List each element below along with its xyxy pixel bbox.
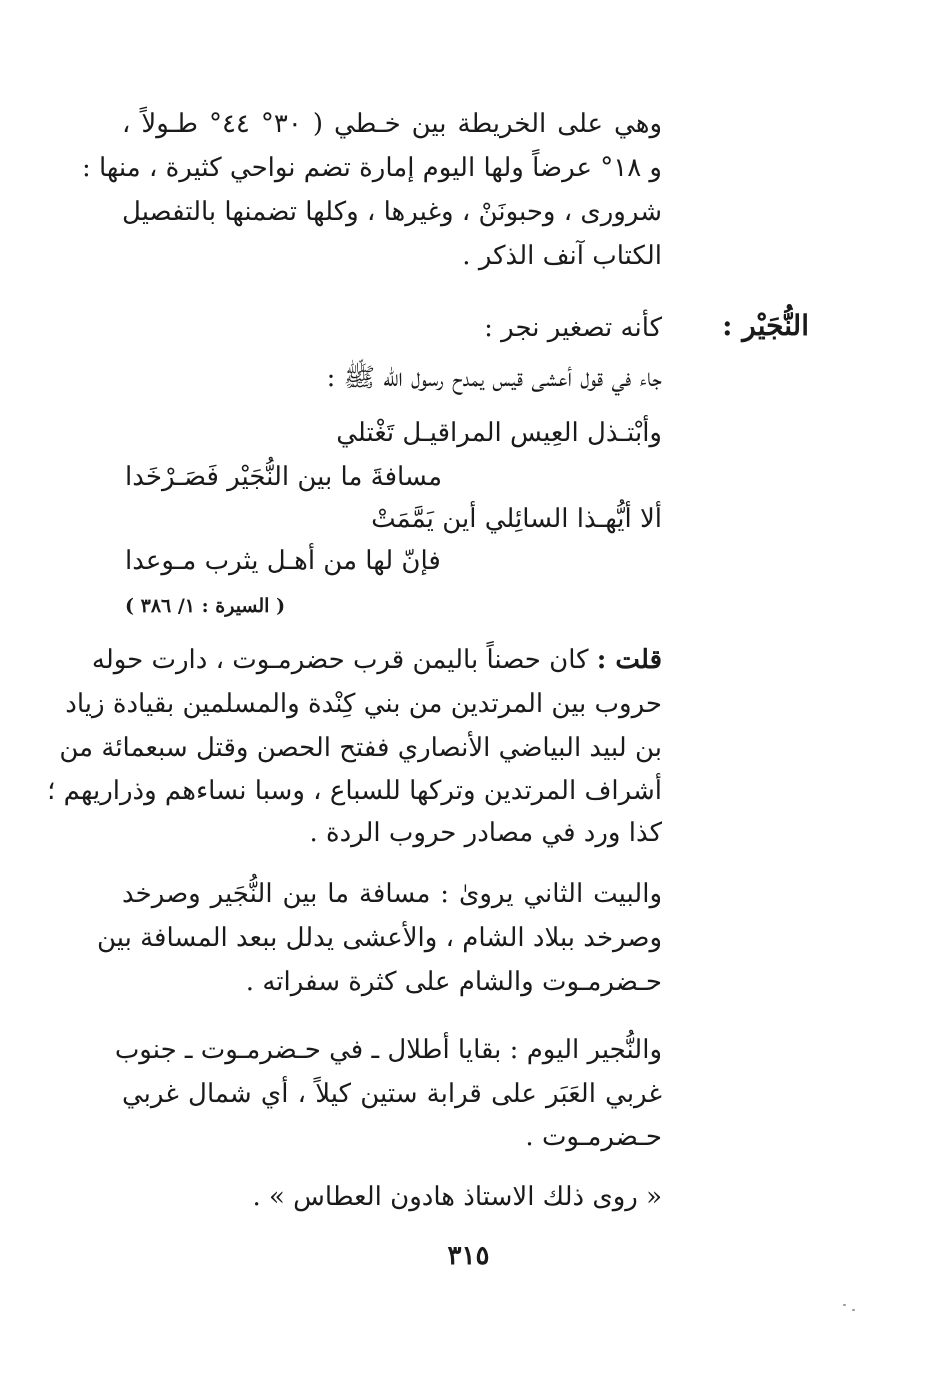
entry-headword: النُّجَيْر :: [722, 309, 809, 342]
note-line-3: بن لبيد البياضي الأنصاري ففتح الحصن وقتل سبعمائة من: [59, 733, 662, 763]
verse-line-4: فإنّ لها من أهـل يثرب مـوعدا: [125, 546, 441, 576]
para-today-line-1: والنُّجير اليوم : بقايا أطلال ـ في حـضرمـوت ـ جنوب: [114, 1035, 662, 1065]
verse-line-3: ألا أيُّهـذا السائِلي أين يَمَّمَتْ: [371, 504, 662, 534]
intro-line-3: شروری ، وحبونَنْ ، وغيرها ، وكلها تضمنها بالتفصيل: [122, 197, 662, 227]
intro-line-1: وهي على الخريطة بين خـطي ( ٣٠° ٤٤° طـولاً ،: [122, 109, 662, 139]
note-line-1-text: كان حصناً باليمن قرب حضرمـوت ، دارت حوله: [91, 645, 589, 675]
note-line-4: أشراف المرتدين وتركها للسباع ، وسبا نساءهم وذراريهم ؛: [47, 776, 662, 806]
verse-line-2: مسافةَ ما بين النُّجَيْر فَصَـرْخَدا: [125, 462, 443, 492]
citation: ( السيرة : ١/ ٣٨٦ ): [125, 595, 286, 617]
verse-line-1: وأبْتـذل العِيس المراقيـل تَغْتلي: [336, 418, 662, 448]
scan-speck: [852, 1309, 855, 1311]
para-verse-line-2: وصرخد ببلاد الشام ، والأعشى يدلل ببعد المسافة بين: [96, 923, 662, 953]
scan-speck: [843, 1304, 846, 1306]
note-line-1: [91, 640, 662, 680]
source-note: « روى ذلك الاستاذ هادون العطاس » .: [252, 1182, 662, 1212]
para-verse-line-3: حـضرمـوت والشام على كثرة سفراته .: [245, 967, 662, 997]
para-verse-line-1: والبيت الثاني يروىٰ : مسافة ما بين النُّجَير وصرخد: [122, 879, 662, 909]
note-lead: قلت :: [596, 645, 662, 675]
entry-definition: كأنه تصغير نجر :: [484, 313, 662, 343]
note-line-2: حروب بين المرتدين من بني كِنْدة والمسلمين بقيادة زياد: [65, 689, 662, 719]
para-today-line-2: غربي العَبَر على قرابة ستين كيلاً ، أي شمال غربي: [122, 1079, 662, 1109]
para-today-line-3: حـضرمـوت .: [525, 1122, 662, 1152]
page-number: ٣١٥: [447, 1241, 490, 1271]
note-line-5: كذا ورد في مصادر حروب الردة .: [309, 818, 662, 848]
intro-line-2: و ١٨° عرضاً ولها اليوم إمارة تضم نواحي كثيرة ، منها :: [81, 153, 662, 183]
verse-intro: جاء في قول أعشى قيس يمدح رسول الله ﷺ :: [326, 363, 662, 393]
intro-line-4: الكتاب آنف الذكر .: [462, 241, 662, 271]
